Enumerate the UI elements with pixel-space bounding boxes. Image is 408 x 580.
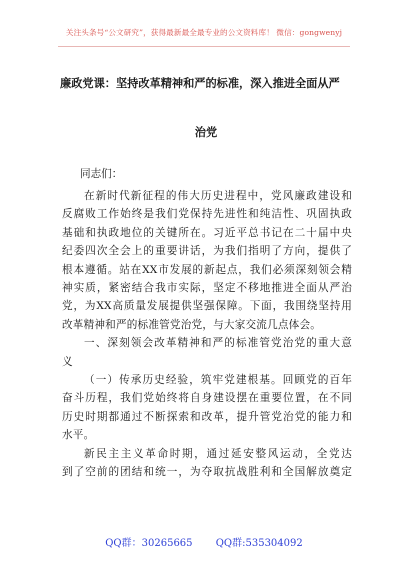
document-title-line-2: 治党	[194, 126, 218, 139]
section-heading-line: 一、深刻领会改革精神和严的标准管党治党的重大意	[84, 337, 352, 350]
footer-qq-group-1[interactable]: QQ群：30265665	[105, 538, 193, 549]
paragraph-1-line: 改革精神和严的标准管党治党，与大家交流几点体会。	[62, 318, 322, 331]
paragraph-3-line: 到了空前的团结和统一，为夺取抗战胜利和全国解放奠定	[62, 466, 352, 478]
paragraph-1-line: 反腐败工作始终是我们党保持先进性和纯洁性、巩固执政	[62, 208, 352, 221]
greeting: 同志们：	[80, 168, 123, 180]
paragraph-2-line: 历史时期都通过不断探索和改革，提升管党治党的能力和	[62, 410, 352, 423]
paragraph-2-line: （一）传承历史经验，筑牢党建根基。回顾党的百年	[84, 374, 352, 386]
paragraph-1-line: 党，为XX高质量发展提供坚强保障。下面，我围绕坚持用	[62, 300, 352, 313]
paragraph-2-line: 奋斗历程，我们党始终将自身建设摆在重要位置，在不同	[62, 392, 352, 405]
paragraph-1-line: 在新时代新征程的伟大历史进程中，党风廉政建设和	[84, 190, 352, 202]
paragraph-1-line: 纪委四次全会上的重要讲话，为我们指明了方向，提供了	[62, 245, 352, 258]
footer	[0, 534, 408, 549]
section-heading-line: 义	[62, 355, 73, 368]
paragraph-3-line: 新民主主义革命时期，通过延安整风运动，全党达	[84, 447, 352, 460]
document-title-line-1: 廉政党课：坚持改革精神和严的标准，深入推进全面从严	[60, 77, 340, 90]
paragraph-1-line: 基础和执政地位的关键所在。习近平总书记在二十届中央	[62, 226, 352, 239]
paragraph-2-line: 水平。	[62, 429, 95, 442]
paragraph-1-line: 根本遵循。站在XX市发展的新起点，我们必须深刻领会精	[62, 263, 352, 276]
footer-qq-group-2[interactable]: QQ群:535304092	[215, 538, 303, 549]
header-divider	[58, 46, 350, 47]
paragraph-1-line: 神实质，紧密结合我市实际，坚定不移地推进全面从严治	[62, 282, 352, 294]
header-banner: 关注头条号“公文研究”，获得最新最全最专业的公文资料库！ 微信：gongwenyj	[65, 28, 343, 37]
